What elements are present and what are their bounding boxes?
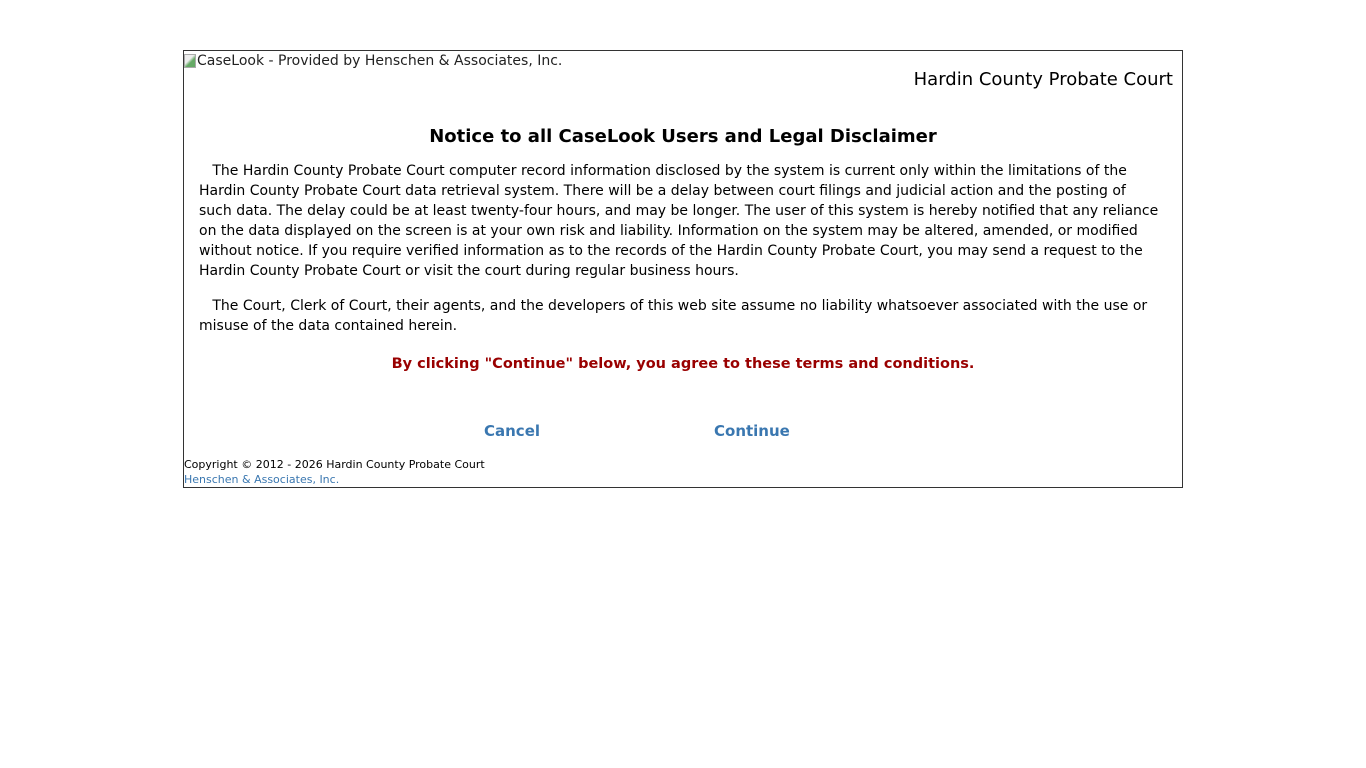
text-line: without notice. If you require verified information as to the records of the Hardin County Probate Court, you may send a request to the	[199, 243, 1143, 259]
broken-image-icon	[184, 54, 196, 68]
caselook-logo	[184, 53, 562, 69]
agreement-notice: By clicking "Continue" below, you agree to these terms and conditions.	[391, 356, 975, 372]
continue-button[interactable]: Continue	[714, 422, 790, 440]
text-line: The Court, Clerk of Court, their agents, and the developers of this web site assume no liability whatsoever associated with the use or	[199, 298, 1148, 314]
text-line: misuse of the data contained herein.	[199, 318, 458, 334]
court-name: Hardin County Probate Court	[913, 69, 1173, 90]
text-line: The Hardin County Probate Court computer record information disclosed by the system is current only within the limitations of the	[199, 163, 1127, 179]
text-line: on the data displayed on the screen is at your own risk and liability. Information on the system may be altered, amended, or modified	[199, 223, 1138, 239]
disclaimer-paragraph-1	[199, 161, 1158, 281]
disclaimer-panel	[183, 50, 1183, 488]
vendor-link[interactable]: Henschen & Associates, Inc.	[184, 473, 340, 486]
cancel-button[interactable]: Cancel	[484, 422, 541, 440]
copyright-text: Copyright © 2012 - 2026 Hardin County Probate Court	[184, 458, 485, 471]
logo-alt-text: CaseLook - Provided by Henschen & Associates, Inc.	[197, 53, 563, 69]
text-line: Hardin County Probate Court data retrieval system. There will be a delay between court filings and judicial action and the posting of	[199, 183, 1126, 199]
page-title: Notice to all CaseLook Users and Legal Disclaimer	[429, 126, 937, 147]
disclaimer-paragraph-2	[199, 296, 1147, 336]
text-line: Hardin County Probate Court or visit the court during regular business hours.	[199, 263, 739, 279]
text-line: such data. The delay could be at least twenty-four hours, and may be longer. The user of this system is hereby notified that any reliance	[199, 203, 1159, 219]
